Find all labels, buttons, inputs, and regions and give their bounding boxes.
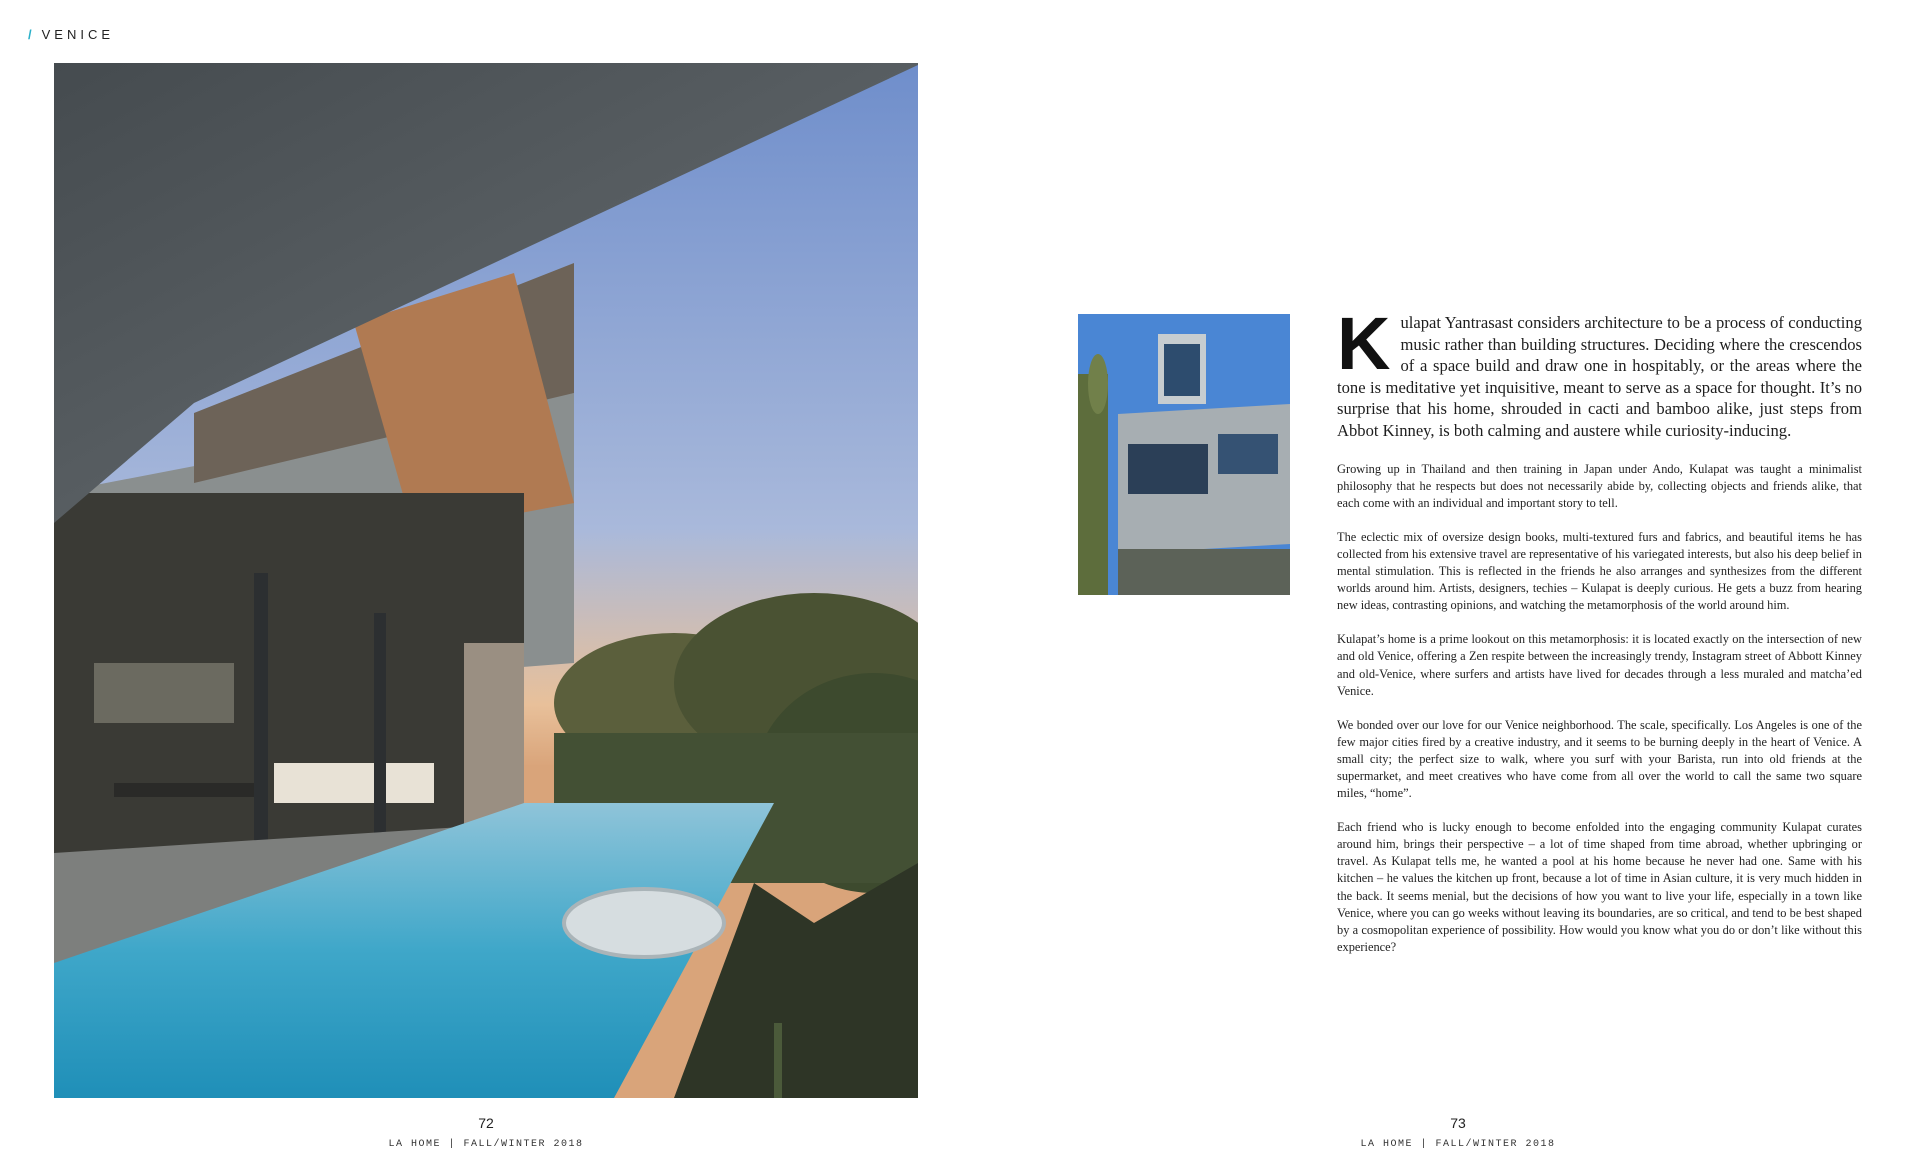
body-paragraph: We bonded over our love for our Venice neighborhood. The scale, specifically. Los Angeles is one of the few major cities fired by a creative industry, and it seems to be burning deeply in the heart of Venice. A small city; the perfect size to walk, where you surf with your Barista, run into old friends at the supermarket, and meet creatives who have come from all over the world to call the same two square miles, “home”. xyxy=(1337,717,1862,801)
lede-text: ulapat Yantrasast considers architecture to be a process of conducting music rather than building structures. Deciding where the crescendos of a space build and draw one in hospitably, or the areas where the tone is meditative yet inquisitive, meant to serve as a space for thought. It’s no surprise that his home, shrouded in cacti and bamboo alike, just steps from Abbot Kinney, is both calming and austere while curiosity-inducing. xyxy=(1337,313,1862,440)
footer-left: LA HOME | FALL/WINTER 2018 xyxy=(388,1139,584,1150)
footer-right: LA HOME | FALL/WINTER 2018 xyxy=(1360,1139,1556,1150)
body-paragraph: The eclectic mix of oversize design books, multi-textured furs and fabrics, and beautiful items he has collected from his extensive travel are representative of his variegated interests, but also his deep belief in mental stimulation. This is reflected in the friends he also arranges and synthesizes from the different worlds around him. Artists, designers, techies – Kulapat is deeply curious. He gets a buzz from hearing new ideas, contrasting opinions, and watching the metamorphosis of the world around him. xyxy=(1337,529,1862,613)
drop-cap: K xyxy=(1337,302,1391,385)
thumb-photo xyxy=(1078,314,1290,595)
section-tag xyxy=(28,27,114,42)
body-paragraph: Each friend who is lucky enough to become enfolded into the engaging community Kulapat curates around him, brings their perspective – a lot of time shaped from time abroad, whether upbringing or travel. As Kulapat tells me, he wanted a pool at his home because he never had one. Same with his kitchen – he values the kitchen up front, because a lot of time in Asian culture, it is very much hidden in the back. It seems menial, but the decisions of how you want to live your life, especially in a town like Venice, where you can go weeks without leaving its boundaries, are so critical, and tend to be best shaped by a cosmopolitan experience of possibility. How would you know what you do or don’t like without this experience? xyxy=(1337,820,1862,954)
page-number-left: 72 xyxy=(478,1115,494,1131)
body-paragraph: Kulapat’s home is a prime lookout on this metamorphosis: it is located exactly on the intersection of new and old Venice, offering a Zen respite between the increasingly trendy, Instagram street of Abbott Kinney and old-Venice, where surfers and artists have lived for decades through a less muraled and matcha’ed Venice. xyxy=(1337,632,1862,698)
article-lede-paragraph xyxy=(1337,302,1862,442)
page-number-right: 73 xyxy=(1450,1115,1466,1131)
body-paragraph: Growing up in Thailand and then training in Japan under Ando, Kulapat was taught a minimalist philosophy that he respects but does not necessarily abide by, collecting objects and friends alike, that each come with an individual and important story to tell. xyxy=(1337,461,1862,510)
hero-photo-illustration xyxy=(54,63,918,1098)
thumb-photo-illustration xyxy=(1078,314,1290,595)
section-slash: / xyxy=(28,27,36,42)
section-label: VENICE xyxy=(41,27,115,42)
hero-photo xyxy=(54,63,918,1098)
article xyxy=(1337,302,1862,973)
